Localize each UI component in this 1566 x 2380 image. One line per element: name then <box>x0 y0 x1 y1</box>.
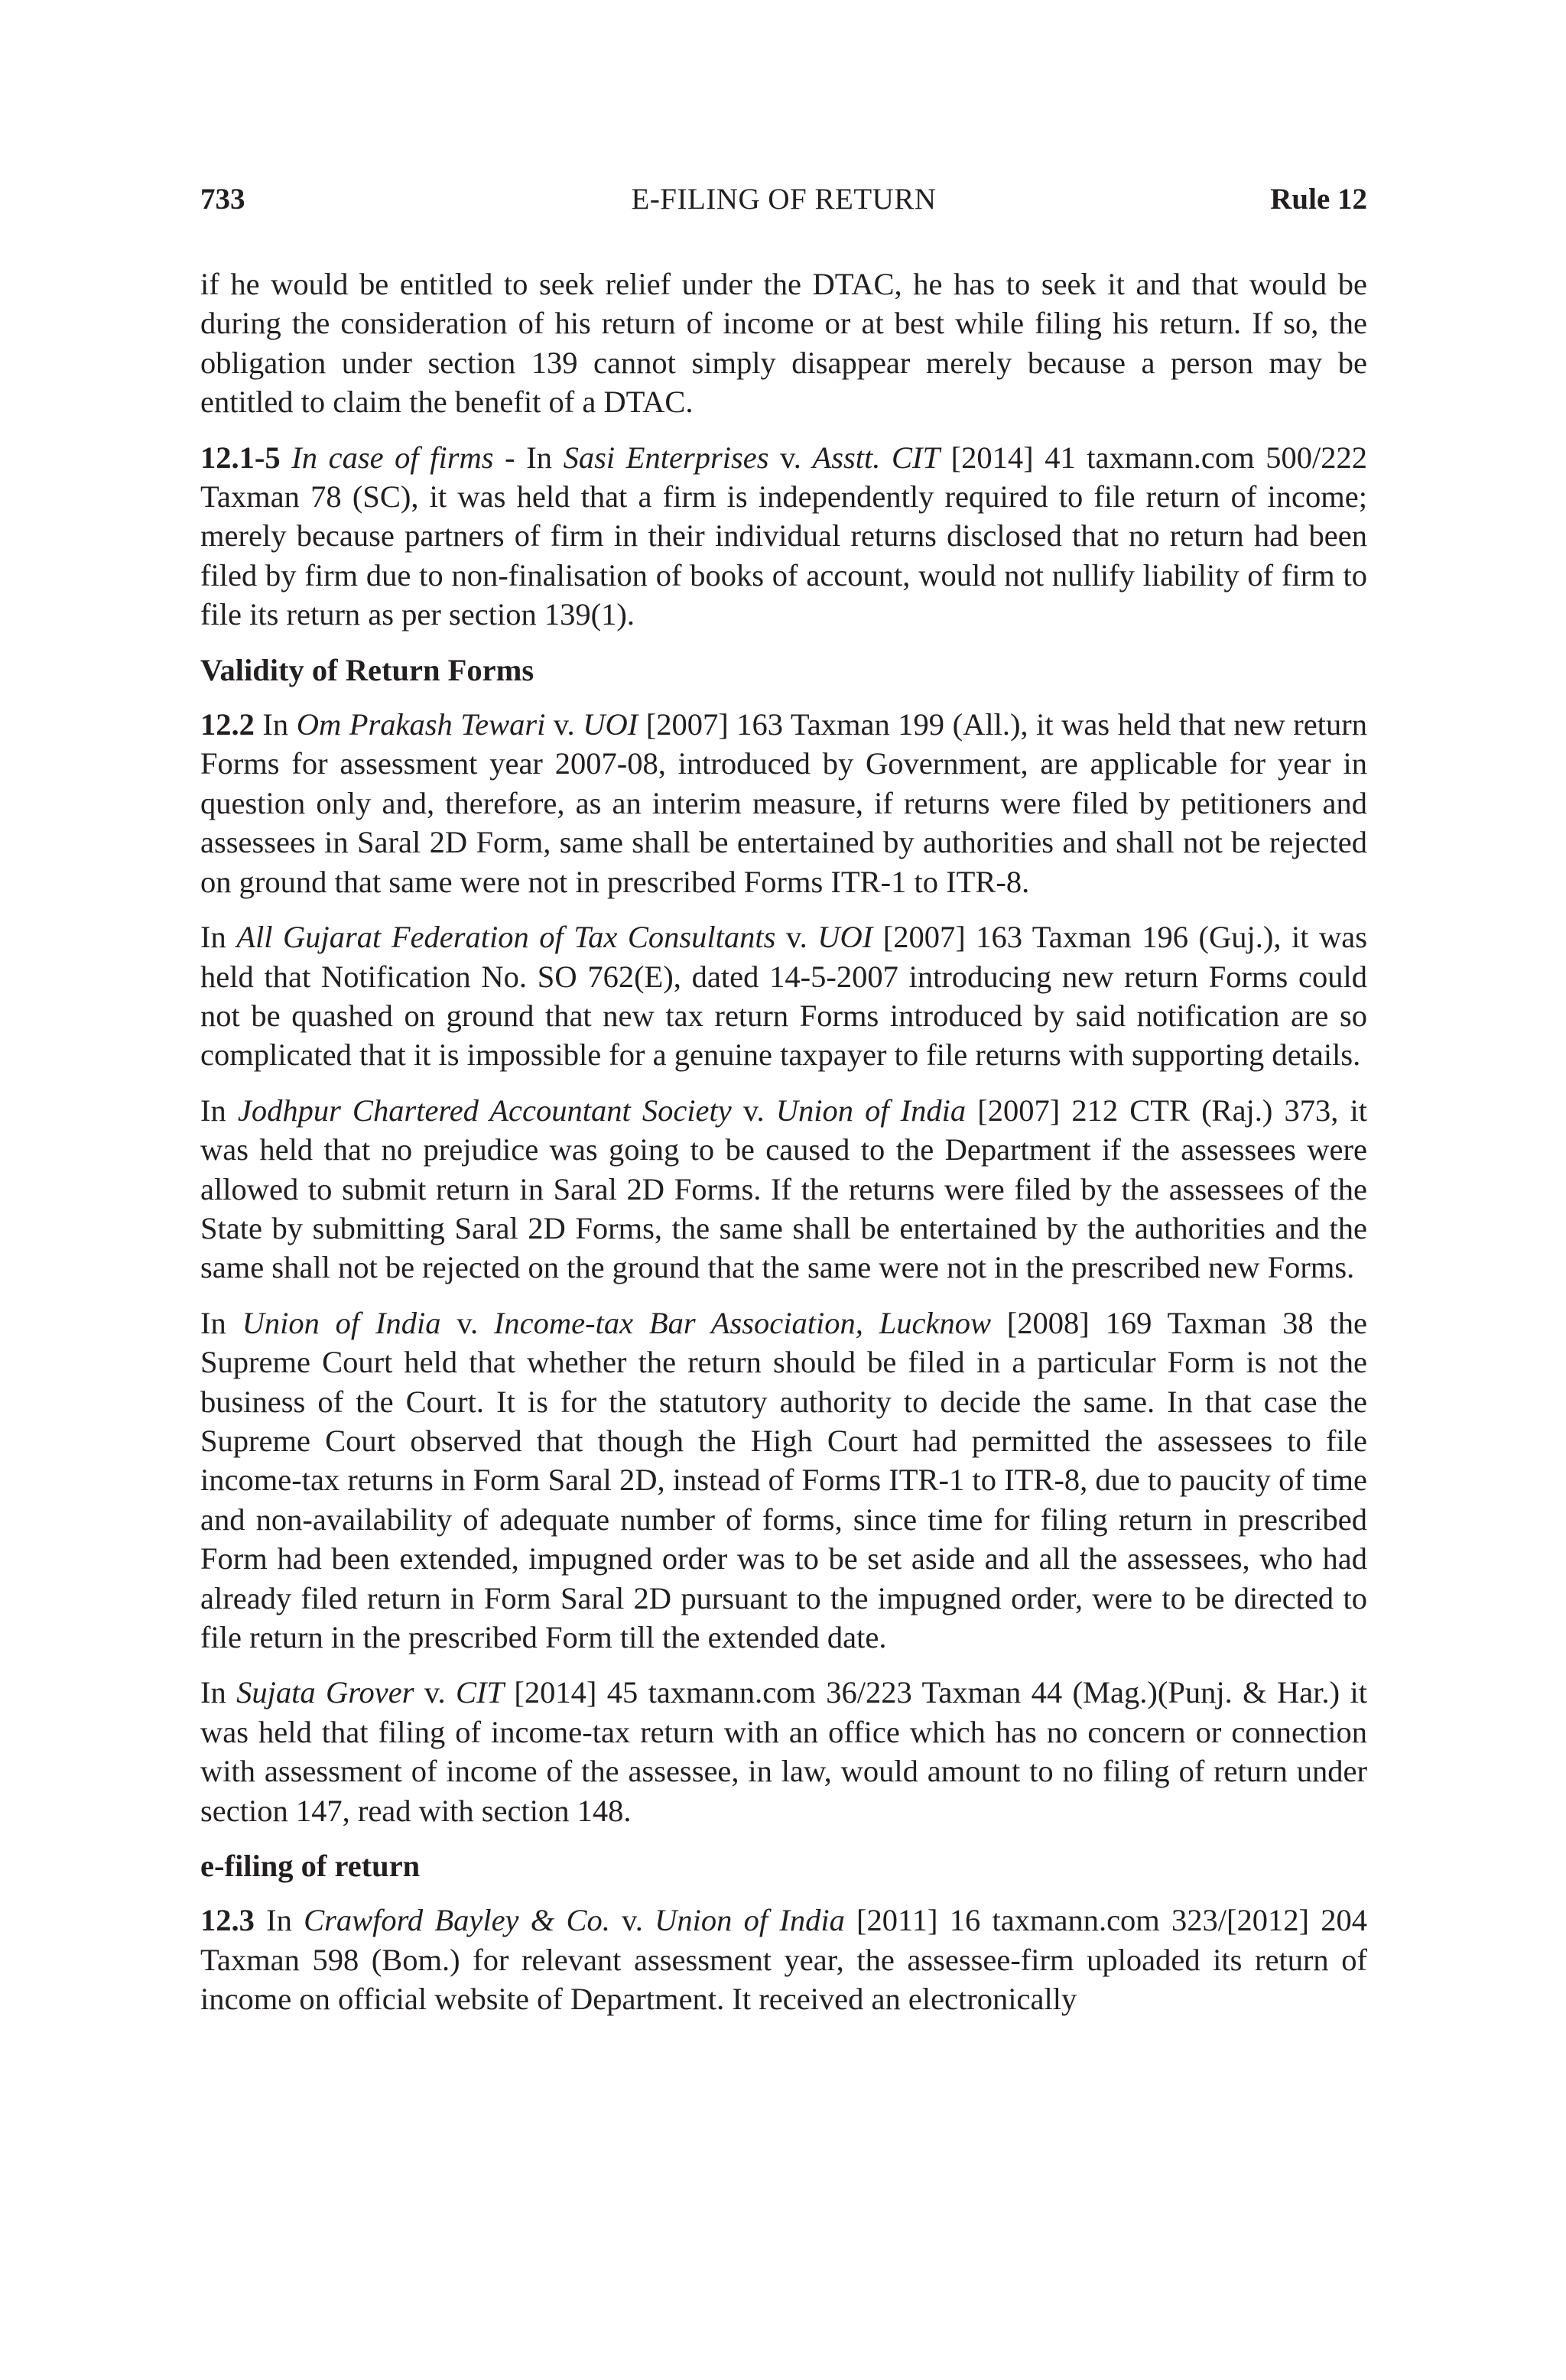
section-number: 12.3 <box>200 1903 255 1938</box>
case-party: Union of India <box>655 1903 845 1938</box>
case-party: Sasi Enterprises <box>563 440 769 475</box>
paragraph-sujata: In Sujata Grover v. CIT [2014] 45 taxmann.com 36/223 Taxman 44 (Mag.)(Punj. & Har.) it was held that filing of income-tax return with an office which has no concern or connection with assessment of income of the assessee, in law, would amount to no filing of return under section 147, read with section 148. <box>200 1675 1367 1828</box>
case-party: Union of India <box>775 1093 967 1128</box>
paragraph-12-3: 12.3 In Crawford Bayley & Co. v. Union of India [2011] 16 taxmann.com 323/[2012] 204 Taxman 598 (Bom.) for relevant assessment year, the assessee-firm uploaded its return of income on official website of Department. It received an electronically <box>200 1903 1367 2017</box>
paragraph-12-2: 12.2 In Om Prakash Tewari v. UOI [2007] 163 Taxman 199 (All.), it was held that new return Forms for assessment year 2007-08, introduced by Government, are applicable for year in question only and, therefore, as an interim measure, if returns were filed by petitioners and assessees in Saral 2D Form, same shall be entertained by authorities and shall not be rejected on ground that same were not in prescribed Forms ITR-1 to ITR-8. <box>200 707 1367 899</box>
case-party: CIT <box>455 1675 505 1710</box>
section-heading-efiling: e-filing of return <box>200 1849 421 1884</box>
case-party: Crawford Bayley & Co. <box>304 1903 610 1938</box>
paragraph-gujarat: In All Gujarat Federation of Tax Consultants v. UOI [2007] 163 Taxman 196 (Guj.), it was held that Notification No. SO 762(E), dated 14-5-2007 introducing new return Forms could not be quashed on ground that new tax return Forms introduced by said notification are so complicated that it is impossible for a genuine taxpayer to file returns with supporting details. <box>200 920 1367 1073</box>
paragraph-12-1-5: 12.1-5 In case of firms - In Sasi Enterprises v. Asstt. CIT [2014] 41 taxmann.com 500/222 Taxman 78 (SC), it was held that a firm is independently required to file return of income; merely because partners of firm in their individual returns disclosed that no return had been filed by firm due to non-finalisation of books of account, would not nullify liability of firm to file its return as per section 139(1). <box>200 440 1367 632</box>
case-party: UOI <box>817 920 873 955</box>
case-party: UOI <box>583 707 638 742</box>
case-party: Union of India <box>242 1305 441 1340</box>
page-number: 733 <box>200 183 245 216</box>
sub-heading: In case of firms <box>291 440 494 475</box>
running-header <box>200 182 1367 225</box>
paragraph-dtac <box>200 265 1367 422</box>
section-number: 12.1-5 <box>200 440 281 475</box>
section-number: 12.2 <box>200 707 255 742</box>
case-party: Om Prakash Tewari <box>296 707 546 742</box>
case-party: Sujata Grover <box>236 1675 414 1710</box>
paragraph-lucknow: In Union of India v. Income-tax Bar Association, Lucknow [2008] 169 Taxman 38 the Supreme Court held that whether the return should be filed in a particular Form is not the business of the Court. It is for the statutory authority to decide the same. In that case the Supreme Court observed that though the High Court had permitted the assessees to file income-tax returns in Form Saral 2D, instead of Forms ITR-1 to ITR-8, due to paucity of time and non-availability of adequate number of forms, since time for filing return in prescribed Form had been extended, impugned order was to be set aside and all the assessees, who had already filed return in Form Saral 2D pursuant to the impugned order, were to be directed to file return in the prescribed Form till the extended date. <box>200 1305 1367 1654</box>
case-party: All Gujarat Federation of Tax Consultants <box>236 920 776 955</box>
case-party: Jodhpur Chartered Accountant Society <box>237 1093 732 1128</box>
case-party: Income-tax Bar Association, Lucknow <box>493 1305 991 1340</box>
case-party: Asstt. CIT <box>812 440 940 475</box>
running-title: E-FILING OF RETURN <box>631 183 937 216</box>
body-text <box>200 265 1367 2035</box>
paragraph-jodhpur: In Jodhpur Chartered Accountant Society v. Union of India [2007] 212 CTR (Raj.) 373, it was held that no prejudice was going to be caused to the Department if the assessees were allowed to submit return in Saral 2D Forms. If the returns were filed by the assessees of the State by submitting Saral 2D Forms, the same shall be entertained by the authorities and the same shall not be rejected on the ground that the same were not in the prescribed new Forms. <box>200 1093 1367 1285</box>
paragraph-text: if he would be entitled to seek relief under the DTAC, he has to seek it and that would be during the consideration of his return of income or at best while filing his return. If so, the obligation under section 139 cannot simply disappear merely because a person may be entitled to claim the benefit of a DTAC. <box>200 267 1367 420</box>
rule-number: Rule 12 <box>1270 183 1367 216</box>
section-heading-validity: Validity of Return Forms <box>200 652 534 687</box>
